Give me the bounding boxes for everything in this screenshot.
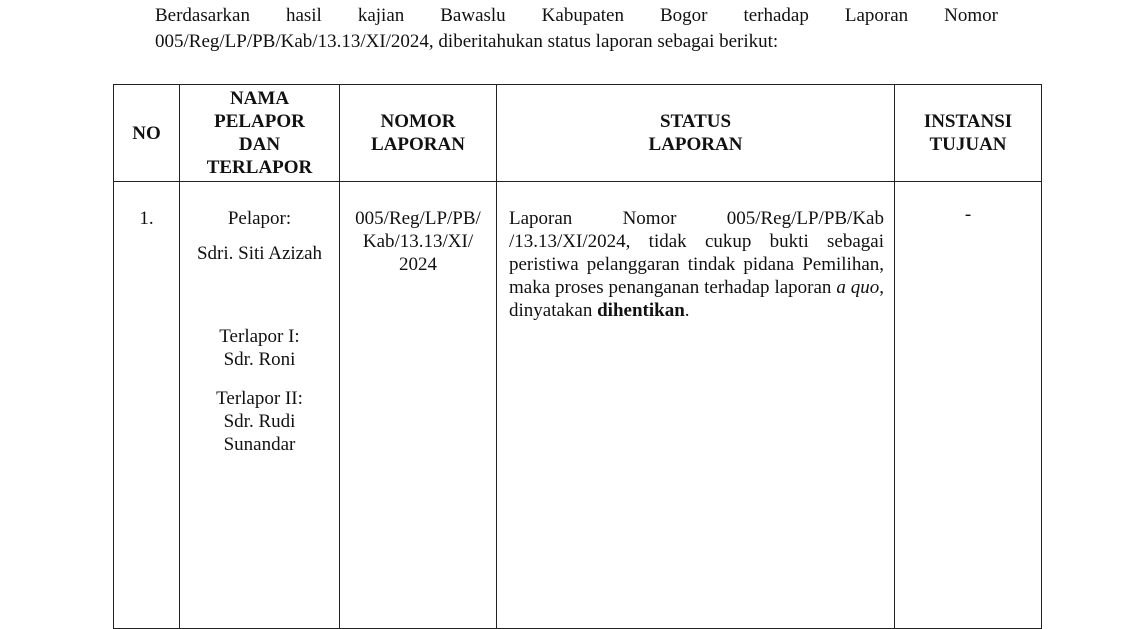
intro-word: Bawaslu [440,5,506,26]
intro-paragraph [155,3,998,55]
intro-line-2: 005/Reg/LP/PB/Kab/13.13/XI/2024, diberitahukan status laporan sebagai berikut: [155,31,779,52]
intro-word: Kabupaten [541,5,624,26]
intro-word: Bogor [659,5,708,26]
intro-word: hasil [285,5,322,26]
pelapor-name: Sdri. Siti Azizah [196,243,323,264]
intro-word: Laporan [844,5,909,26]
terlapor1-name: Sdr. Roni [223,349,296,370]
intro-word: terhadap [743,5,809,26]
header-nomor [340,85,497,182]
status-italic: a quo [836,277,880,298]
header-nama [180,85,340,182]
cell-no: 1. [114,182,180,629]
cell-instansi: - [895,182,1042,629]
header-nomor-line: NOMOR [380,111,456,132]
report-status-table [113,84,1042,629]
table-row [114,182,1042,629]
nomor-line: Kab/13.13/XI/ [362,231,474,252]
header-instansi-line: TUJUAN [929,134,1007,155]
status-text-1: Laporan Nomor 005/Reg/LP/PB/Kab /13.13/XI/2024, tidak cukup bukti sebagai peristiwa pelanggaran tindak pidana Pemilihan, maka proses penanganan terhadap laporan [509,208,884,298]
intro-word: kajian [357,5,405,26]
header-nama-line: NAMA [229,88,290,109]
nomor-line: 005/Reg/LP/PB/ [355,208,481,229]
pelapor-label: Pelapor: [227,208,292,229]
header-status [497,85,895,182]
nomor-line: 2024 [399,254,437,275]
header-no: NO [114,85,180,182]
intro-word: Berdasarkan [155,5,250,26]
intro-word: Nomor [944,5,998,26]
terlapor2-name: Sdr. Rudi Sunandar [223,411,296,455]
header-instansi-line: INSTANSI [923,111,1013,132]
cell-nomor-laporan [340,182,497,629]
header-status-line: STATUS [659,111,732,132]
status-bold: dihentikan [597,300,685,321]
header-nama-line: TERLAPOR [206,157,313,178]
header-status-line: LAPORAN [648,134,743,155]
header-instansi [895,85,1042,182]
header-nomor-line: LAPORAN [371,134,465,155]
cell-nama [180,182,340,629]
terlapor2-label: Terlapor II: [216,388,303,409]
status-text-2: , dinyatakan [509,277,884,321]
header-nama-line: PELAPOR [214,111,305,132]
header-nama-line: DAN [238,134,281,155]
intro-line-1 [155,3,998,29]
table-header-row [114,85,1042,182]
status-text-3: . [684,300,690,321]
cell-status-laporan [497,182,895,629]
terlapor1-label: Terlapor I: [219,326,300,347]
